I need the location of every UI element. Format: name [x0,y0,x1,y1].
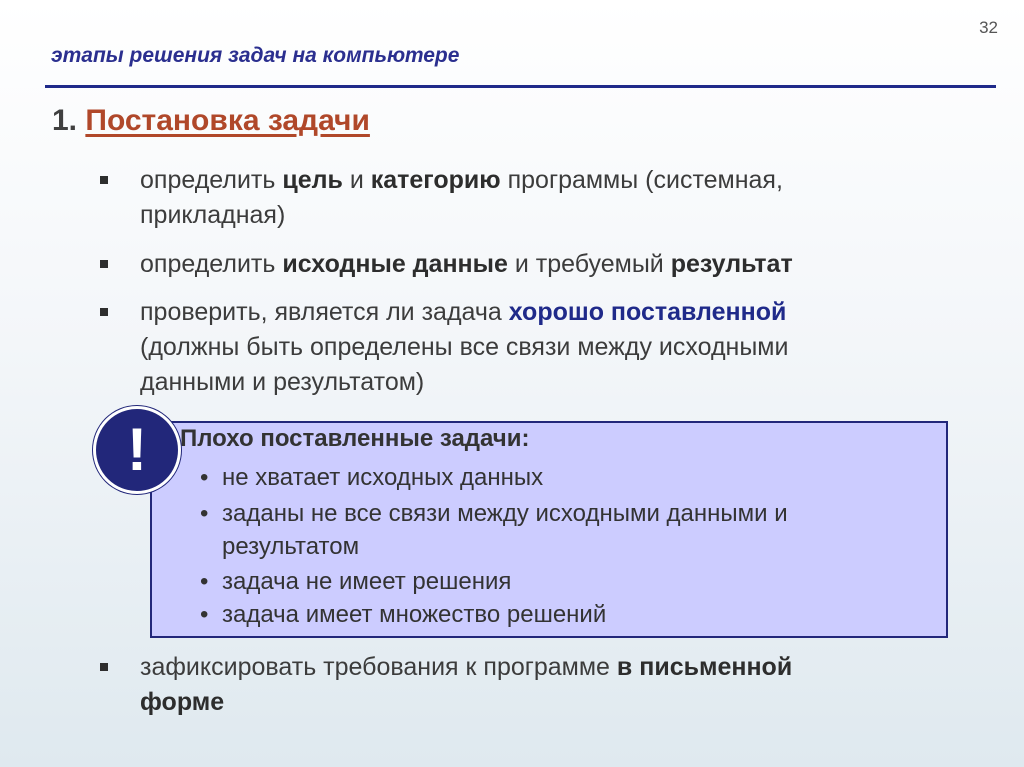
bullet-text: определить цель и категорию программы (системная, прикладная) [140,166,783,229]
bullet-text: определить исходные данные и требуемый результат [140,250,793,278]
exclamation-icon: ! [93,406,181,494]
bullet-marker [100,308,108,316]
note-title: Плохо поставленные задачи: [180,425,530,452]
header-title: этапы решения задач на компьютере [51,44,460,67]
bullet-marker [100,176,108,184]
page-number: 32 [979,18,998,37]
section-heading [52,104,370,138]
bullet-marker [100,663,108,671]
header-divider [45,85,996,88]
bullet-text: проверить, является ли задача хорошо поставленной (должны быть определены все связи между исходными данными и результатом) [140,298,789,396]
section-number: 1. [52,104,78,137]
section-title: Постановка задачи [85,104,370,137]
bullet-marker [100,260,108,268]
bullet-text: зафиксировать требования к программе в письменной форме [140,653,793,716]
